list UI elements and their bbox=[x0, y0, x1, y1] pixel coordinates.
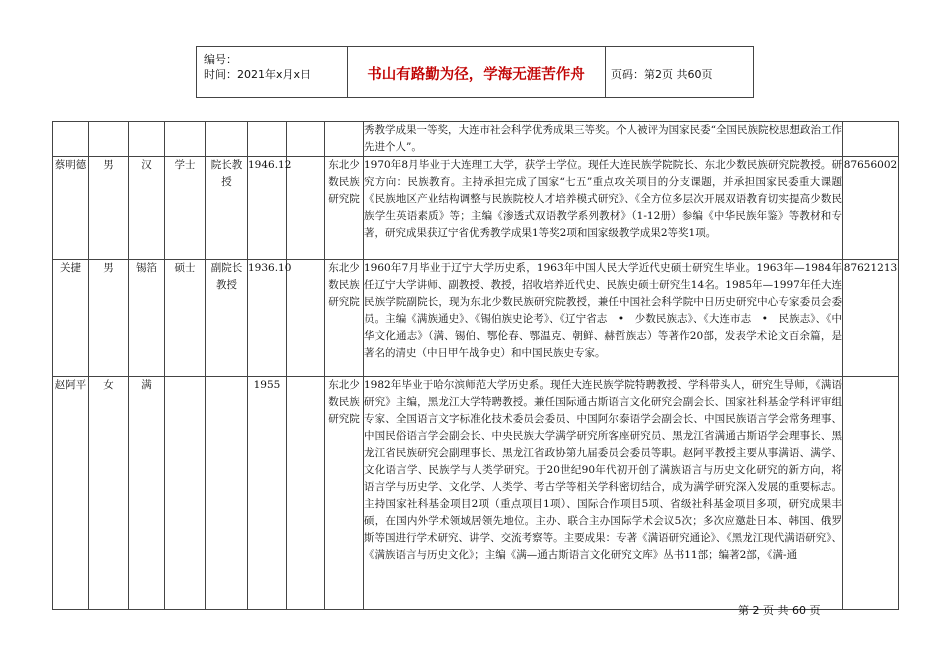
title-cell bbox=[206, 377, 248, 610]
header-meta-cell bbox=[197, 47, 348, 97]
page-header bbox=[196, 46, 754, 98]
unit-cell: 东北少数民族研究院 bbox=[325, 260, 364, 377]
phone-cell: 87656002 bbox=[843, 157, 899, 260]
birth-cell: 1936.10 bbox=[248, 260, 287, 377]
title-cell: 副院长教授 bbox=[206, 260, 248, 377]
blank-cell bbox=[287, 260, 325, 377]
header-motto: 书山有路勤为径，学海无涯苦作舟 bbox=[367, 67, 585, 83]
degree-cell bbox=[165, 122, 206, 157]
table-row bbox=[53, 122, 899, 157]
phone-cell bbox=[843, 122, 899, 157]
degree-cell: 学士 bbox=[165, 157, 206, 260]
blank-cell bbox=[287, 122, 325, 157]
blank-cell bbox=[287, 377, 325, 610]
ethnicity-cell: 锡箔 bbox=[129, 260, 165, 377]
degree-cell bbox=[165, 377, 206, 610]
description-cell: 1960年7月毕业于辽宁大学历史系，1963年中国人民大学近代史硕士研究生毕业。1963年—1984年任辽宁大学讲师、副教授、教授，招收培养近代史、民族史硕士研究生14名。1985年—1997年任大连民族学院副院长，现为东北少数民族研究院教授，兼任中国社会科学院中日历史研究中心专家委员会委员。主编《满族通史》、《锡伯族史论考》、《辽宁省志 • 少数民族志》、《大连市志 • 民族志》、《中华文化通志》（满、锡伯、鄂伦春、鄂温克、朝鲜、赫哲族志）等著作20部，发表学术论文百余篇，是著名的清史（中日甲午战争史）和中国民族史专家。 bbox=[364, 260, 843, 377]
description-cell: 1982年毕业于哈尔滨师范大学历史系。现任大连民族学院特聘教授、学科带头人，研究生导师，《满语研究》主编，黑龙江大学特聘教授。兼任国际通古斯语言文化研究会副会长、国家社科基金学科评审组专家、全国语言文字标准化技术委员会委员、中国阿尔泰语学会副会长、中国民族语言学会常务理事、中国民俗语言学会副会长、中央民族大学满学研究所客座研究员、黑龙江省满通古斯语学会理事长、黑龙江省民族研究会副理事长、黑龙江省政协第九届委员会委员等职。赵阿平教授主要从事满语、满学、文化语言学、民族学与人类学研究。于20世纪90年代初开创了满族语言与历史文化研究的新方向，将语言学与历史学、文化学、人类学、考古学等相关学科密切结合，成为满学研究深入发展的重要标志。主持国家社科基金项目2项（重点项目1项）、国际合作项目5项、省级社科基金项目多项，研究成果丰硕，在国内外学术领域居领先地位。主办、联合主办国际学术会议5次；多次应邀赴日本、韩国、俄罗斯等国进行学术研究、讲学、交流考察等。主要成果：专著《满语研究通论》、《黑龙江现代满语研究》、《满族语言与历史文化》；主编《满—通古斯语言文化研究文库》丛书11部；编著2部，《满-通 bbox=[364, 377, 843, 610]
birth-cell bbox=[248, 122, 287, 157]
unit-cell: 东北少数民族研究院 bbox=[325, 377, 364, 610]
table-row bbox=[53, 377, 899, 610]
faculty-table bbox=[52, 121, 899, 610]
name-cell: 蔡明德 bbox=[53, 157, 89, 260]
page-footer: 第 2 页 共 60 页 bbox=[738, 604, 821, 617]
title-cell: 院长教授 bbox=[206, 157, 248, 260]
ethnicity-cell: 满 bbox=[129, 377, 165, 610]
gender-cell: 男 bbox=[89, 157, 129, 260]
table-row bbox=[53, 260, 899, 377]
name-cell: 赵阿平 bbox=[53, 377, 89, 610]
gender-cell: 女 bbox=[89, 377, 129, 610]
ethnicity-cell bbox=[129, 122, 165, 157]
gender-cell: 男 bbox=[89, 260, 129, 377]
unit-cell: 东北少数民族研究院 bbox=[325, 157, 364, 260]
header-page-number: 页码：第2页 共60页 bbox=[611, 68, 713, 81]
birth-cell: 1955 bbox=[248, 377, 287, 610]
name-cell: 关捷 bbox=[53, 260, 89, 377]
table-row bbox=[53, 157, 899, 260]
gender-cell bbox=[89, 122, 129, 157]
phone-cell: 87621213 bbox=[843, 260, 899, 377]
document-number-label: 编号： bbox=[204, 53, 237, 66]
document-time-label: 时间：2021年x月x日 bbox=[204, 68, 312, 81]
degree-cell: 硕士 bbox=[165, 260, 206, 377]
blank-cell bbox=[287, 157, 325, 260]
phone-cell bbox=[843, 377, 899, 610]
title-cell bbox=[206, 122, 248, 157]
name-cell bbox=[53, 122, 89, 157]
description-cell: 1970年8月毕业于大连理工大学，获学士学位。现任大连民族学院院长、东北少数民族研究院教授。研究方向：民族教育。主持承担完成了国家“七五”重点攻关项目的分支课题，并承担国家民委重大课题《民族地区产业结构调整与民族院校人才培养模式研究》、《全方位多层次开展双语教育切实提高少数民族学生英语素质》等；主编《渗透式双语教学系列教材》（1-12册）参编《中华民族年鉴》等教材和专著，研究成果获辽宁省优秀教学成果1等奖2项和国家级教学成果2等奖1项。 bbox=[364, 157, 843, 260]
birth-cell: 1946.12 bbox=[248, 157, 287, 260]
description-cell: 秀教学成果一等奖，大连市社会科学优秀成果三等奖。个人被评为国家民委“全国民族院校思想政治工作先进个人”。 bbox=[364, 122, 843, 157]
unit-cell bbox=[325, 122, 364, 157]
ethnicity-cell: 汉 bbox=[129, 157, 165, 260]
